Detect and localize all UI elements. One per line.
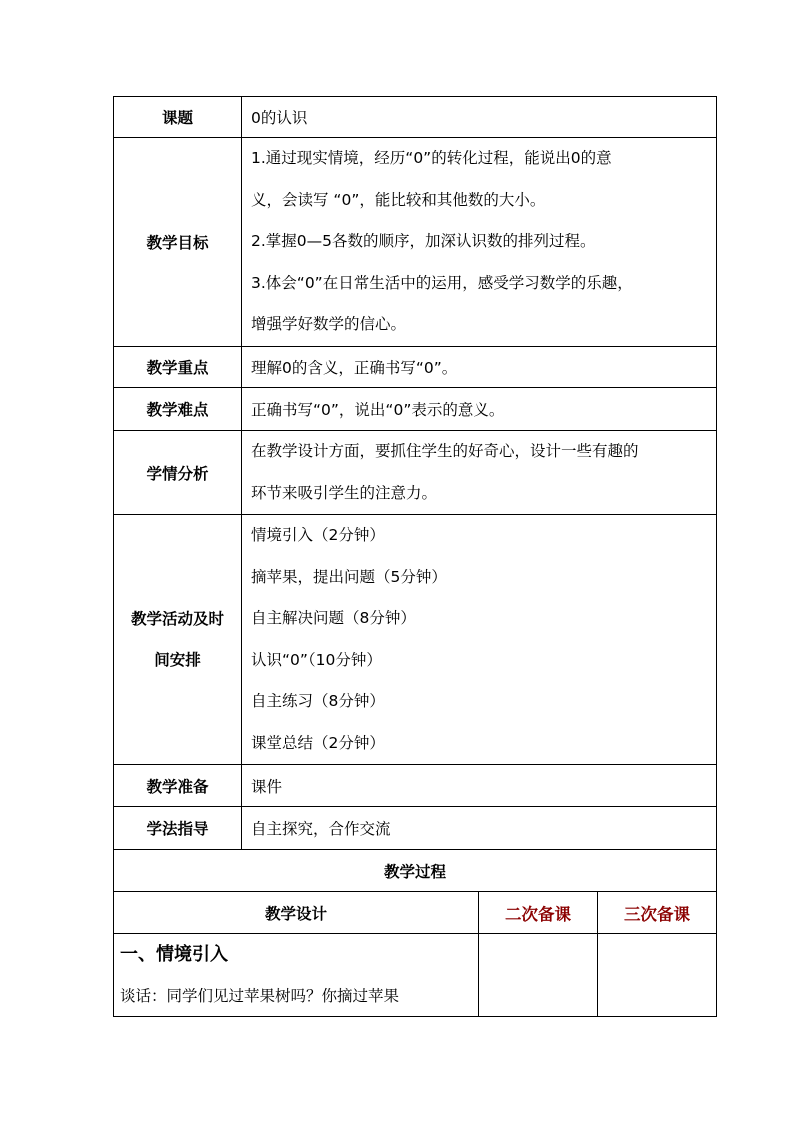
analysis-line: 环节来吸引学生的注意力。 — [251, 483, 438, 502]
activity-line: 摘苹果，提出问题（5分钟） — [251, 567, 447, 586]
title-label: 课题 — [114, 97, 242, 138]
analysis-label: 学情分析 — [114, 431, 242, 515]
activities-label-line: 教学活动及时 — [130, 609, 224, 628]
activities-label — [114, 515, 242, 765]
activity-line: 自主练习（8分钟） — [251, 692, 385, 710]
row-method — [114, 807, 717, 850]
row-process-body — [114, 934, 717, 1017]
process-heading: 教学过程 — [114, 850, 717, 892]
row-process-heading — [114, 850, 717, 892]
section-title: 一、情境引入 — [120, 944, 228, 965]
goal-line: 义，会读写 “0”，能比较和其他数的大小。 — [251, 190, 546, 209]
row-preparation — [114, 765, 717, 807]
third-prep-column-header: 三次备课 — [598, 892, 717, 934]
activity-line: 课堂总结（2分钟） — [251, 733, 385, 752]
difficulty-label: 教学难点 — [114, 388, 242, 431]
title-value: 0的认识 — [242, 97, 717, 138]
activity-line: 自主解决问题（8分钟） — [251, 609, 416, 627]
preparation-label: 教学准备 — [114, 765, 242, 807]
goal-line: 3.体会“0”在日常生活中的运用，感受学习数学的乐趣， — [251, 273, 633, 292]
preparation-value: 课件 — [242, 765, 717, 807]
row-title — [114, 97, 717, 138]
key-point-value: 理解0的含义，正确书写“0”。 — [242, 347, 717, 388]
goal-line: 增强学好数学的信心。 — [251, 315, 407, 334]
method-label: 学法指导 — [114, 807, 242, 850]
key-point-label: 教学重点 — [114, 347, 242, 388]
design-cell — [114, 934, 479, 1017]
analysis-value — [242, 431, 717, 515]
design-column-header: 教学设计 — [114, 892, 479, 934]
second-prep-column-header: 二次备课 — [479, 892, 598, 934]
section-text: 谈话：同学们见过苹果树吗？你摘过苹果 — [120, 987, 400, 1005]
row-analysis — [114, 431, 717, 515]
goal-line: 2.掌握0—5各数的顺序，加深认识数的排列过程。 — [251, 232, 596, 251]
lesson-plan-table — [113, 96, 717, 1017]
activities-label-line: 间安排 — [154, 650, 201, 669]
goal-line: 1.通过现实情境，经历“0”的转化过程，能说出0的意 — [251, 149, 612, 168]
row-process-columns — [114, 892, 717, 934]
difficulty-value: 正确书写“0”，说出“0”表示的意义。 — [242, 388, 717, 431]
analysis-line: 在教学设计方面，要抓住学生的好奇心，设计一些有趣的 — [251, 442, 639, 460]
activities-value — [242, 515, 717, 765]
third-prep-cell — [598, 934, 717, 1017]
goals-value — [242, 138, 717, 347]
goals-label: 教学目标 — [114, 138, 242, 347]
activity-line: 认识“0”（10分钟） — [251, 650, 382, 669]
row-activities — [114, 515, 717, 765]
row-key-point — [114, 347, 717, 388]
second-prep-cell — [479, 934, 598, 1017]
row-difficulty — [114, 388, 717, 431]
lesson-plan-sheet — [113, 96, 716, 1017]
activity-line: 情境引入（2分钟） — [251, 526, 385, 544]
row-goals — [114, 138, 717, 347]
method-value: 自主探究，合作交流 — [242, 807, 717, 850]
